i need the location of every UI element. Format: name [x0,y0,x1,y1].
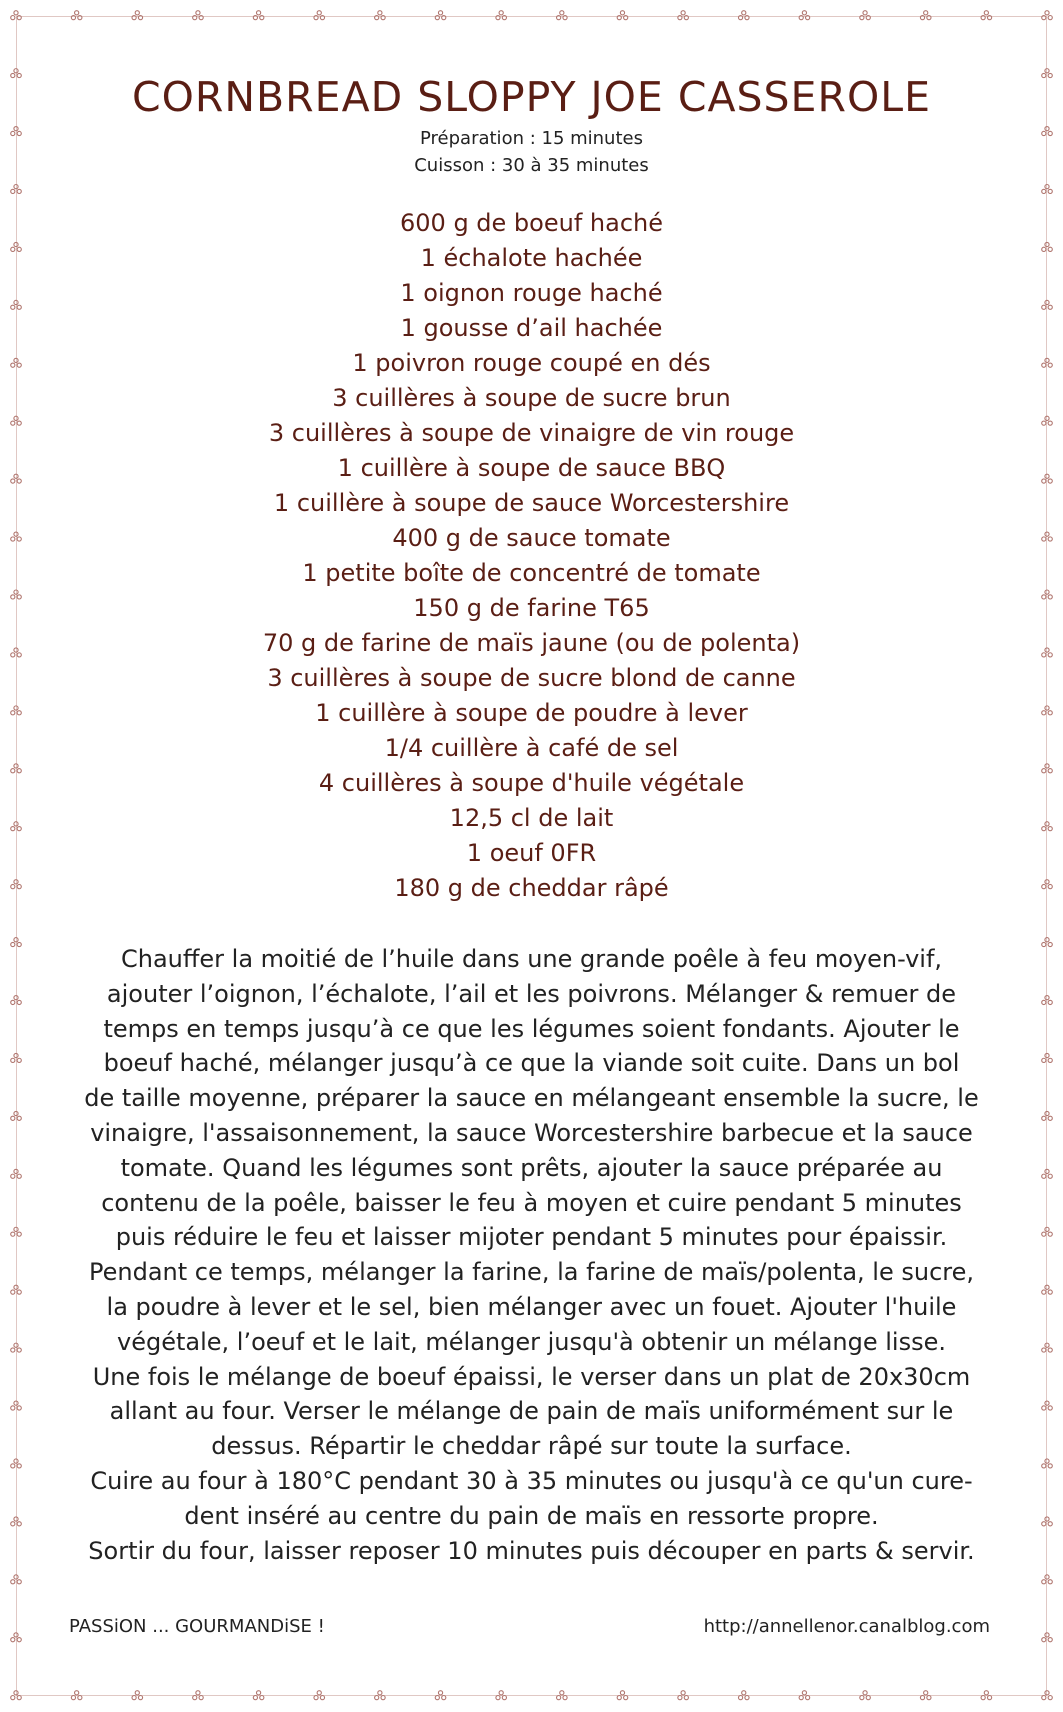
ingredient-list [60,206,1003,906]
ingredient-item: 1 gousse d’ail hachée [400,314,663,342]
ingredient-item: 1 cuillère à soupe de sauce BBQ [337,454,726,482]
ingredient-item: 400 g de sauce tomate [392,524,671,552]
instruction-line: tomate. Quand les légumes sont prêts, ajouter la sauce préparée au [120,1153,943,1182]
recipe-title: CORNBREAD SLOPPY JOE CASSEROLE [132,73,931,121]
instruction-line: Pendant ce temps, mélanger la farine, la farine de maïs/polenta, le sucre, [89,1258,974,1287]
ingredient-item: 180 g de cheddar râpé [394,874,669,902]
ingredient-item: 1 poivron rouge coupé en dés [352,349,711,377]
ingredient-item: 4 cuillères à soupe d'huile végétale [318,769,745,797]
blog-signature: PASSiON ... GOURMANDiSE ! [69,1616,325,1637]
ingredient-item: 1 échalote hachée [420,244,643,272]
instruction-line: ajouter l’oignon, l’échalote, l’ail et les poivrons. Mélanger & remuer de [106,979,957,1008]
ingredient-item: 1 cuillère à soupe de poudre à lever [315,699,748,727]
ingredient-item: 600 g de boeuf haché [400,209,663,237]
ingredient-item: 3 cuillères à soupe de sucre brun [332,384,731,412]
ingredient-item: 1 cuillère à soupe de sauce Worcestershire [273,489,790,517]
instruction-line: Sortir du four, laisser reposer 10 minutes puis découper en parts & servir. [88,1536,975,1565]
ingredient-item: 3 cuillères à soupe de vinaigre de vin rouge [268,419,795,447]
ingredient-item: 1 oeuf 0FR [466,839,597,867]
ingredient-item: 1/4 cuillère à café de sel [384,734,679,762]
ingredient-item: 12,5 cl de lait [449,804,614,832]
instruction-line: végétale, l’oeuf et le lait, mélanger jusqu'à obtenir un mélange lisse. [117,1327,946,1356]
prep-time: Préparation : 15 minutes [420,128,643,149]
ingredient-item: 1 petite boîte de concentré de tomate [302,559,761,587]
recipe-times [60,125,1003,179]
instruction-line: dessus. Répartir le cheddar râpé sur toute la surface. [211,1432,852,1461]
cook-time: Cuisson : 30 à 35 minutes [414,155,649,176]
instruction-line: puis réduire le feu et laisser mijoter pendant 5 minutes pour épaissir. [115,1223,948,1252]
ingredient-item: 70 g de farine de maïs jaune (ou de polenta) [262,629,801,657]
instruction-line: Cuire au four à 180°C pendant 30 à 35 minutes ou jusqu'à ce qu'un cure- [90,1466,973,1495]
instruction-line: vinaigre, l'assaisonnement, la sauce Worcestershire barbecue et la sauce [90,1118,973,1147]
instruction-line: Une fois le mélange de boeuf épaissi, le verser dans un plat de 20x30cm [92,1362,971,1391]
instruction-line: dent inséré au centre du pain de maïs en ressorte propre. [184,1501,879,1530]
instruction-line: la poudre à lever et le sel, bien mélanger avec un fouet. Ajouter l'huile [106,1292,957,1321]
instructions-text [60,942,1003,1568]
blog-url-link[interactable]: http://annellenor.canalblog.com [703,1616,990,1637]
instruction-line: de taille moyenne, préparer la sauce en mélangeant ensemble la sucre, le [84,1084,979,1113]
ingredient-item: 1 oignon rouge haché [400,279,663,307]
ingredient-item: 3 cuillères à soupe de sucre blond de canne [267,664,796,692]
instruction-line: allant au four. Verser le mélange de pain de maïs uniformément sur le [109,1397,954,1426]
instruction-line: temps en temps jusqu’à ce que les légumes soient fondants. Ajouter le [103,1014,960,1043]
ingredient-item: 150 g de farine T65 [413,594,650,622]
instruction-line: boeuf haché, mélanger jusqu’à ce que la viande soit cuite. Dans un bol [103,1049,960,1078]
instruction-line: contenu de la poêle, baisser le feu à moyen et cuire pendant 5 minutes [101,1188,962,1217]
instruction-line: Chauffer la moitié de l’huile dans une grande poêle à feu moyen-vif, [120,945,943,973]
